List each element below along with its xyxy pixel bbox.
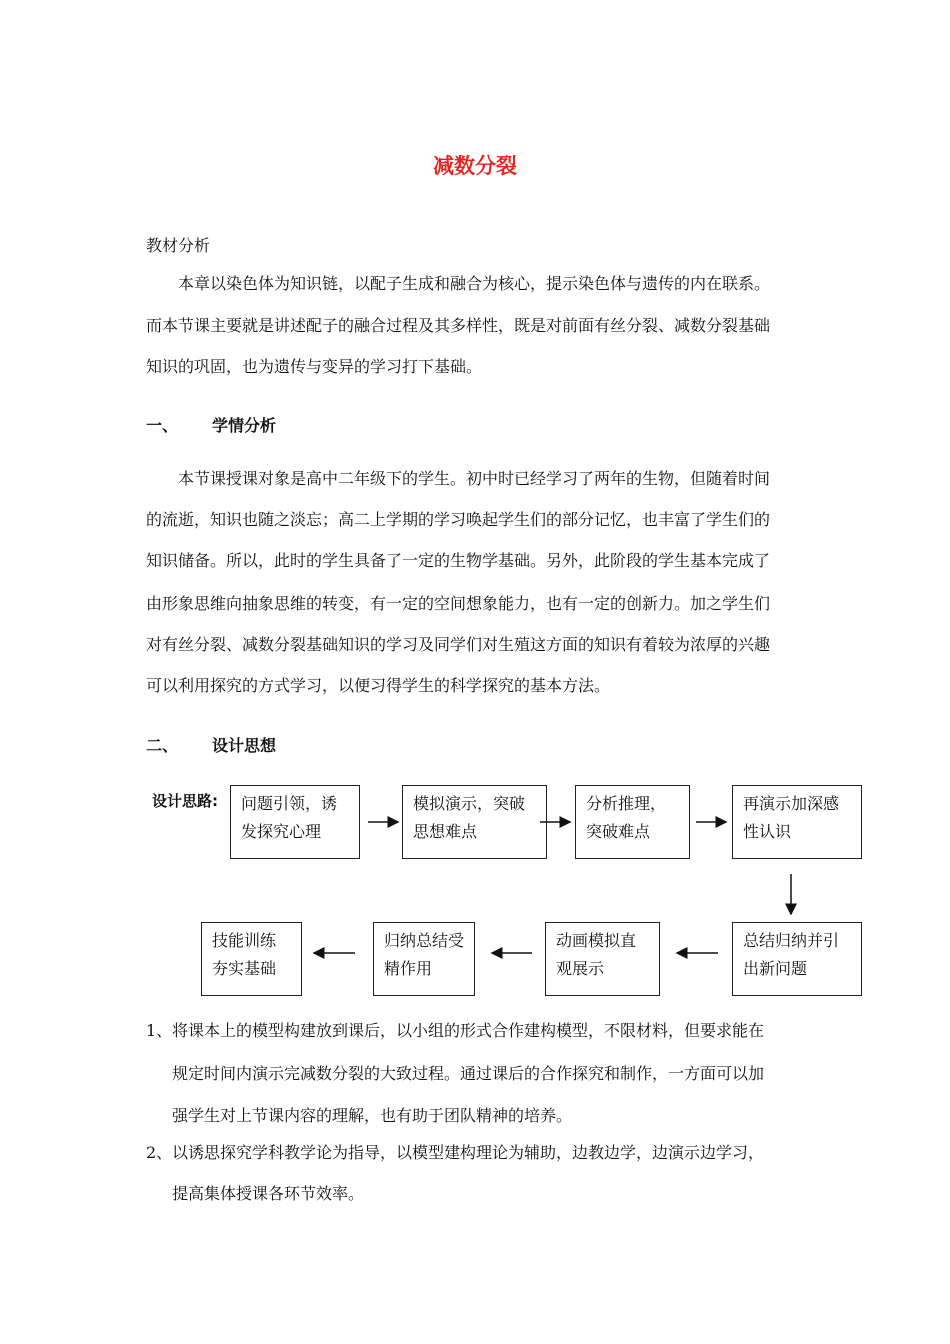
item-2-number: 2、 xyxy=(146,1143,173,1162)
material-heading: 教材分析 xyxy=(146,236,211,255)
section-two-heading: 设计思想 xyxy=(212,736,277,755)
student-line-1: 本节课授课对象是高中二年级下的学生。初中时已经学习了两年的生物，但随着时间 xyxy=(178,469,771,488)
item-2-line-1: 以诱思探究学科教学论为指导，以模型建构理论为辅助，边教边学，边演示边学习， xyxy=(172,1143,765,1162)
student-line-3: 知识储备。所以，此时的学生具备了一定的生物学基础。另外，此阶段的学生基本完成了 xyxy=(146,551,771,570)
material-line-1: 本章以染色体为知识链，以配子生成和融合为核心，提示染色体与遗传的内在联系。 xyxy=(178,274,771,293)
item-1-line-2: 规定时间内演示完减数分裂的大致过程。通过课后的合作探究和制作，一方面可以加 xyxy=(172,1064,765,1083)
item-1-number: 1、 xyxy=(146,1021,173,1040)
item-1-line-1: 将课本上的模型构建放到课后，以小组的形式合作建构模型，不限材料，但要求能在 xyxy=(172,1021,765,1040)
flow-box-8: 技能训练夯实基础 xyxy=(201,922,302,996)
flow-label: 设计思路: xyxy=(152,792,218,810)
flow-box-3: 分析推理，突破难点 xyxy=(575,785,690,859)
student-line-2: 的流逝，知识也随之淡忘；高二上学期的学习唤起学生们的部分记忆，也丰富了学生们的 xyxy=(146,510,771,529)
item-2-line-2: 提高集体授课各环节效率。 xyxy=(172,1184,365,1203)
section-one-heading: 学情分析 xyxy=(212,416,277,435)
material-line-2: 而本节课主要就是讲述配子的融合过程及其多样性，既是对前面有丝分裂、减数分裂基础 xyxy=(146,316,771,335)
flow-box-5: 总结归纳并引出新问题 xyxy=(732,922,862,996)
student-line-5: 对有丝分裂、减数分裂基础知识的学习及同学们对生殖这方面的知识有着较为浓厚的兴趣 xyxy=(146,635,771,654)
flow-box-6: 动画模拟直观展示 xyxy=(545,922,660,996)
item-1-line-3: 强学生对上节课内容的理解，也有助于团队精神的培养。 xyxy=(172,1106,573,1125)
material-line-3: 知识的巩固，也为遗传与变异的学习打下基础。 xyxy=(146,357,483,376)
student-line-4: 由形象思维向抽象思维的转变，有一定的空间想象能力，也有一定的创新力。加之学生们 xyxy=(146,594,771,613)
document-title: 减数分裂 xyxy=(433,154,517,178)
flow-box-2: 模拟演示，突破思想难点 xyxy=(402,785,547,859)
flow-box-4: 再演示加深感性认识 xyxy=(732,785,862,859)
section-one-number: 一、 xyxy=(146,416,179,435)
flow-box-7: 归纳总结受精作用 xyxy=(373,922,475,996)
flow-box-1: 问题引领，诱发探究心理 xyxy=(230,785,360,859)
student-line-6: 可以利用探究的方式学习，以便习得学生的科学探究的基本方法。 xyxy=(146,676,611,695)
section-two-number: 二、 xyxy=(146,736,179,755)
